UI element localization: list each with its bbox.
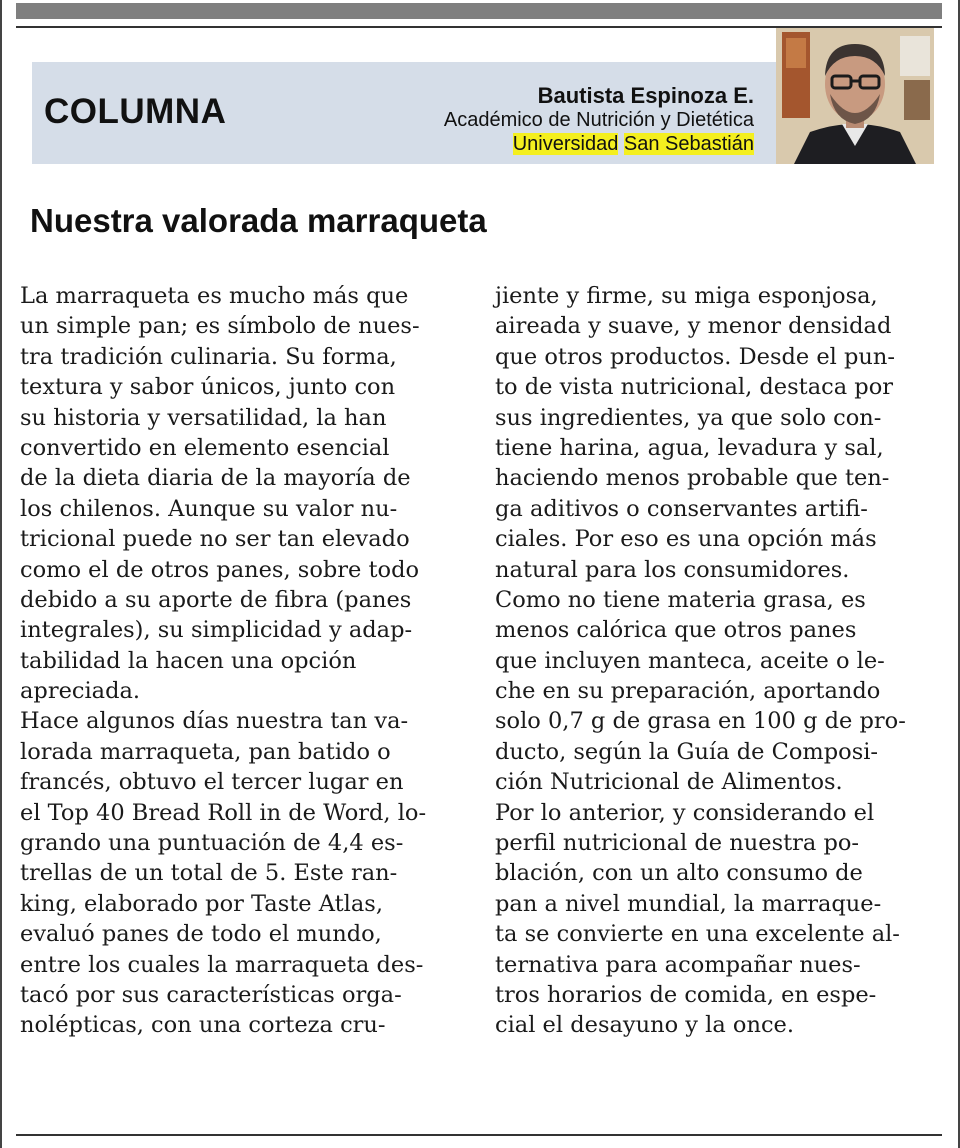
text-line: pan a nivel mundial, la marraque-	[495, 890, 882, 917]
section-label: COLUMNA	[44, 92, 227, 131]
affiliation-highlight-1: Universidad	[512, 133, 619, 155]
text-line: como el de otros panes, sobre todo	[20, 556, 420, 583]
text-line: aireada y suave, y menor densidad	[495, 313, 892, 340]
text-line: Como no tiene materia grasa, es	[495, 586, 866, 613]
text-line: sus ingredientes, ya que solo con-	[495, 404, 882, 431]
top-gray-bar	[16, 3, 942, 19]
text-line: de la dieta diaria de la mayoría de	[20, 465, 411, 492]
text-line: tabilidad la hacen una opción	[20, 647, 357, 674]
text-line: cial el desayuno y la once.	[495, 1012, 795, 1039]
page-border-left	[0, 0, 2, 1148]
text-line: Hace algunos días nuestra tan va-	[20, 708, 409, 735]
text-line: perfil nutricional de nuestra po-	[495, 830, 860, 857]
text-line: tricional puede no ser tan elevado	[20, 526, 410, 553]
text-line: king, elaborado por Taste Atlas,	[20, 890, 383, 917]
text-line: integrales), su simplicidad y adap-	[20, 617, 413, 644]
text-line: su historia y versatilidad, la han	[20, 404, 387, 431]
text-line: lorada marraqueta, pan batido o	[20, 738, 391, 765]
text-line: los chilenos. Aunque su valor nu-	[20, 495, 398, 522]
text-line: un simple pan; es símbolo de nues-	[20, 313, 420, 340]
text-line: que otros productos. Desde el pun-	[495, 343, 896, 370]
author-byline	[444, 84, 754, 156]
text-line: menos calórica que otros panes	[495, 617, 857, 644]
text-line: solo 0,7 g de grasa en 100 g de pro-	[495, 708, 906, 735]
article-column-right	[495, 281, 906, 1041]
headline: Nuestra valorada marraqueta	[30, 202, 487, 239]
text-line: debido a su aporte de fibra (panes	[20, 586, 412, 613]
text-line: ta se convierte en una excelente al-	[495, 921, 900, 948]
text-line: evaluó panes de todo el mundo,	[20, 921, 382, 948]
text-line: Por lo anterior, y considerando el	[495, 799, 875, 826]
text-line: apreciada.	[20, 678, 141, 705]
text-line: blación, con un alto consumo de	[495, 860, 863, 887]
author-affiliation	[444, 132, 754, 156]
text-line: tra tradición culinaria. Su forma,	[20, 343, 397, 370]
text-line: to de vista nutricional, destaca por	[495, 374, 893, 401]
text-line: grando una puntuación de 4,4 es-	[20, 830, 404, 857]
text-line: haciendo menos probable que ten-	[495, 465, 890, 492]
text-line: ción Nutricional de Alimentos.	[495, 769, 843, 796]
author-photo	[776, 28, 934, 164]
text-line: trellas de un total de 5. Este ran-	[20, 860, 398, 887]
text-line: natural para los consumidores.	[495, 556, 850, 583]
text-line: che en su preparación, aportando	[495, 678, 881, 705]
text-line: ducto, según la Guía de Composi-	[495, 738, 879, 765]
author-name: Bautista Espinoza E.	[537, 83, 754, 108]
text-line: tacó por sus características orga-	[20, 981, 402, 1008]
text-line: el Top 40 Bread Roll in de Word, lo-	[20, 799, 427, 826]
text-line: ciales. Por eso es una opción más	[495, 526, 877, 553]
text-line: tiene harina, agua, levadura y sal,	[495, 434, 884, 461]
bottom-rule	[16, 1134, 942, 1136]
affiliation-highlight-2: San Sebastián	[623, 133, 754, 155]
text-line: entre los cuales la marraqueta des-	[20, 951, 424, 978]
text-line: textura y sabor únicos, junto con	[20, 374, 396, 401]
text-line: nolépticas, con una corteza cru-	[20, 1012, 386, 1039]
text-line: francés, obtuvo el tercer lugar en	[20, 769, 404, 796]
text-line: jiente y firme, su miga esponjosa,	[495, 283, 878, 309]
text-line: tros horarios de comida, en espe-	[495, 981, 877, 1008]
text-line: ga aditivos o conservantes artifi-	[495, 495, 868, 522]
article-column-left	[20, 281, 426, 1041]
text-line: La marraqueta es mucho más que	[20, 283, 409, 309]
text-line: que incluyen manteca, aceite o le-	[495, 647, 885, 674]
author-title: Académico de Nutrición y Dietética	[443, 109, 754, 131]
text-line: convertido en elemento esencial	[20, 434, 390, 461]
text-line: ternativa para acompañar nues-	[495, 951, 861, 978]
